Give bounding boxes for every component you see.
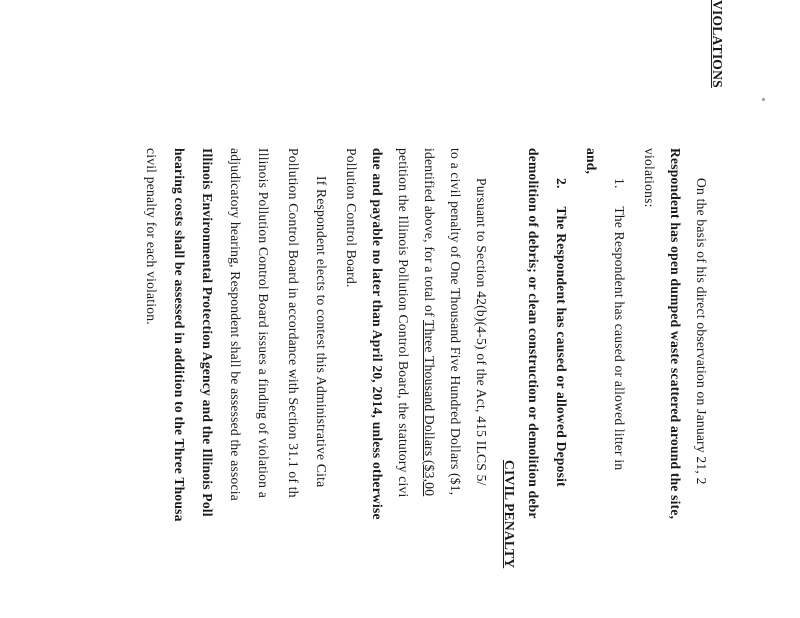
- penalty-total-amount: Three Thousand Dollars ($3,00: [422, 320, 437, 497]
- penalty-line-3: identified above, for a total of Three Thousand Dollars ($3,00: [422, 148, 437, 497]
- contest-line-2: Pollution Control Board in accordance with Section 31.1 of th: [286, 148, 301, 498]
- contest-line-5: Illinois Environmental Protection Agency and the Illinois Poll: [200, 148, 215, 517]
- violation-item-2-cont: demolition of debris; or clean construction or demolition debr: [526, 148, 541, 519]
- penalty-line-2: to a civil penalty of One Thousand Five Hundred Dollars ($1,: [448, 148, 463, 496]
- violation-item-1-cont: and,: [584, 148, 599, 175]
- contest-line-6: hearing costs shall be assessed in addition to the Three Thousa: [172, 148, 187, 522]
- penalty-line-6: Pollution Control Board.: [344, 148, 359, 288]
- violation-item-2: 2. The Respondent has caused or allowed Deposit: [554, 178, 569, 487]
- scan-speck: [762, 98, 765, 101]
- contest-line-7: civil penalty for each violation.: [144, 148, 159, 325]
- violation-item-1: 1. The Respondent has caused or allowed litter in: [612, 178, 627, 471]
- violations-line-3: violations:: [642, 148, 657, 208]
- violations-line-2: Respondent has open dumped waste scattered around the site,: [668, 148, 683, 520]
- violations-line-1: On the basis of his direct observation on January 21, 2: [694, 178, 709, 485]
- contest-line-4: adjudicatory hearing, Respondent shall be assessed the associa: [228, 148, 243, 501]
- violations-heading-text: VIOLATIONS: [710, 0, 725, 88]
- contest-line-3: Illinois Pollution Control Board issues a finding of violation a: [256, 148, 271, 498]
- penalty-line-5: due and payable no later than April 20, 2014, unless otherwise: [370, 148, 385, 520]
- penalty-line-4: petition the Illinois Pollution Control Board, the statutory civi: [396, 148, 411, 498]
- contest-line-1: If Respondent elects to contest this Administrative Cita: [314, 176, 329, 488]
- civil-penalty-heading-text: CIVIL PENALTY: [502, 460, 517, 569]
- penalty-line-1: Pursuant to Section 42(b)(4-5) of the Act, 415 ILCS 5/: [474, 178, 489, 486]
